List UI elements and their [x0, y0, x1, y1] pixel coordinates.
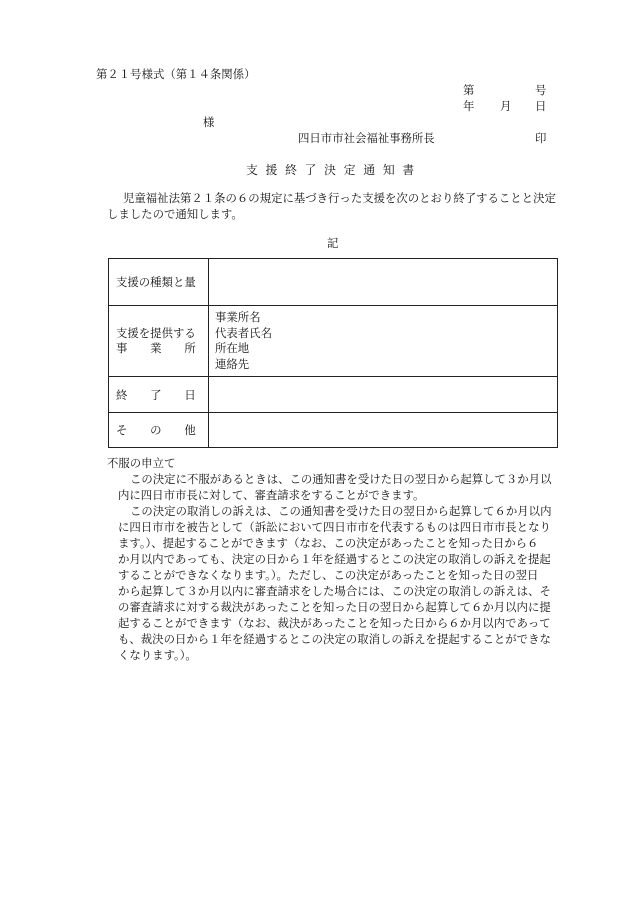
appeal-heading: 不服の申立て [107, 456, 176, 470]
provider-label-line-1: 支援を提供する [116, 325, 196, 340]
appeal-p1-line-2: 内に四日市市長に対して、審査請求をすることができます。 [118, 488, 425, 502]
intro-line-1: 児童福祉法第２１条の６の規定に基づき行った支援を次のとおり終了することと決定 [123, 191, 556, 205]
appeal-p2-line-6: から起算して３か月以内に審査請求をした場合には、この決定の取消しの訴えは、そ [118, 584, 551, 598]
support-type-value [209, 259, 558, 306]
appeal-p2-line-3: ます。）、提起することができます（なお、この決定があったことを知った日から６ [118, 536, 539, 550]
provider-value [209, 306, 558, 377]
provider-field-address: 所在地 [215, 341, 250, 355]
table-row-provider [109, 306, 558, 377]
appeal-p2-line-10: くなります。）。 [118, 648, 197, 662]
date-year: 年 [463, 99, 475, 113]
provider-field-contact: 連絡先 [215, 356, 250, 371]
appeal-p2-line-2: に四日市市を被告として（訴訟において四日市市を代表するものは四日市市長となり [118, 520, 551, 534]
end-date-value [209, 377, 558, 413]
intro-line-2: しましたので通知します。 [107, 207, 243, 221]
appeal-p2-line-7: の審査請求に対する裁決があったことを知った日の翌日から起算して６か月以内に提 [118, 600, 551, 614]
doc-number-label: 第 [463, 83, 475, 97]
seal-mark: 印 [535, 131, 547, 145]
doc-number-suffix: 号 [535, 83, 547, 97]
appeal-p2-line-8: 起することができます（なお、裁決があったことを知った日から６か月以内であって [118, 616, 551, 630]
ki-mark: 記 [327, 236, 339, 250]
appeal-p2-line-5: することができなくなります。）。ただし、この決定があったことを知った日の翌日 [118, 568, 539, 582]
provider-label-line-2: 事 業 所 [116, 341, 196, 355]
other-value [209, 413, 558, 448]
document-title: 支 援 終 了 決 定 通 知 書 [246, 163, 417, 177]
date-month: 月 [500, 99, 512, 113]
table-row-other [109, 413, 558, 448]
table-row-end-date [109, 377, 558, 413]
other-label: そ の 他 [109, 413, 209, 448]
appeal-p1-line-1: この決定に不服があるときは、この通知書を受けた日の翌日から起算して３か月以 [130, 472, 552, 486]
table-row-support-type [109, 259, 558, 306]
support-type-label: 支援の種類と量 [109, 259, 209, 306]
provider-label [109, 306, 209, 377]
appeal-p2-line-1: この決定の取消しの訴えは、この通知書を受けた日の翌日から起算して６か月以内 [130, 504, 552, 518]
provider-field-representative: 代表者氏名 [215, 325, 272, 340]
date-day: 日 [535, 99, 547, 113]
appeal-p2-line-4: か月以内であっても、決定の日から１年を経過するとこの決定の取消しの訴えを提起 [118, 552, 551, 566]
form-number: 第２１号様式（第１４条関係） [96, 67, 256, 81]
issuer-name: 四日市市社会福祉事務所長 [298, 131, 435, 145]
end-date-label: 終 了 日 [109, 377, 209, 413]
appeal-p2-line-9: も、裁決の日から１年を経過するとこの決定の取消しの訴えを提起することができな [118, 632, 551, 646]
addressee-suffix: 様 [203, 115, 215, 129]
provider-field-name: 事業所名 [215, 310, 261, 324]
support-table [108, 258, 558, 448]
